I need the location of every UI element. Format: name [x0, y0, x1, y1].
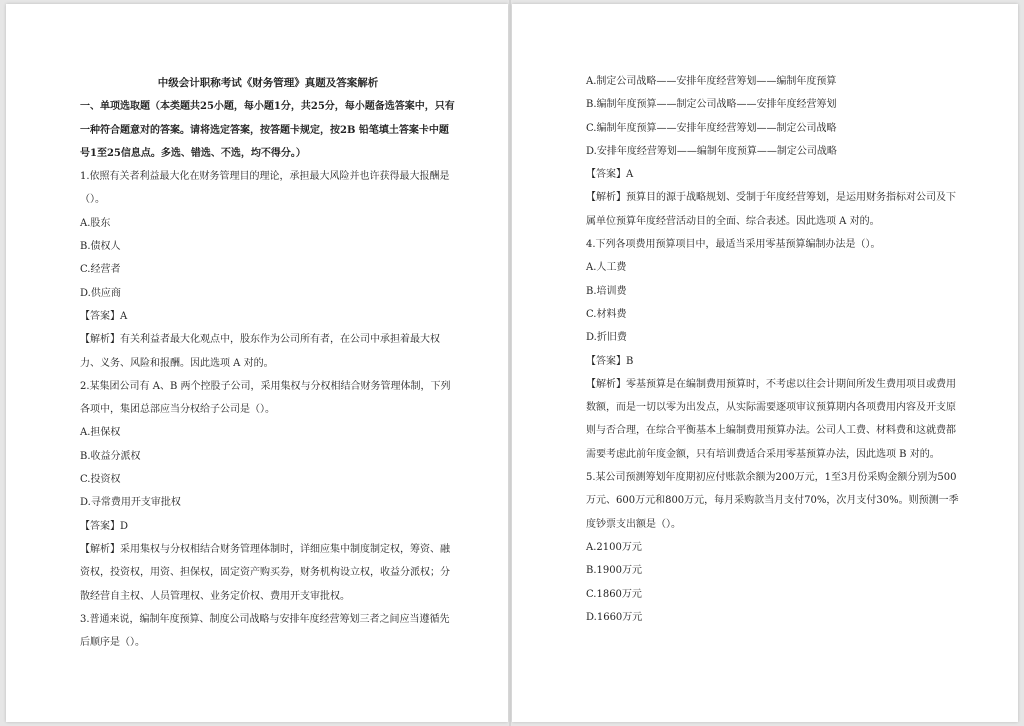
document-title: 中级会计职称考试《财务管理》真题及答案解析	[157, 77, 379, 89]
question-2-option-d: D.寻常费用开支审批权	[80, 497, 181, 509]
question-4-analysis: 【解析】零基预算是在编制费用预算时，不考虑以往会计期间所发生费用项目或费用数额，而是一切以零为出发点，从实际需要逐项审议预算期内各项费用内容及开支原则与否合理，在综合平衡基本上编制费用预算办法。公司人工费、材料费和这就费都需要考虑此前年度金额，只有培训费适合采用零基预算办法，因此选项 B 对的。	[586, 378, 956, 460]
right-page-content	[586, 70, 964, 629]
question-3-option-a: A.制定公司战略——安排年度经营筹划——编制年度预算	[586, 76, 837, 87]
question-1-analysis: 【解析】有关利益者最大化观点中，股东作为公司所有者，在公司中承担着最大权力、义务、风险和报酬。因此选项 A 对的。	[80, 334, 440, 369]
question-4-stem: 4.下列各项费用预算项目中，最适当采用零基预算编制办法是（）。	[586, 239, 881, 251]
question-4-option-c: C.材料费	[586, 308, 627, 320]
question-1-stem: 1.依照有关者利益最大化在财务管理目的理论，承担最大风险并也许获得最大报酬是（）。	[80, 171, 450, 206]
question-1-option-a: A.股东	[80, 217, 111, 229]
question-4-answer: 【答案】B	[586, 355, 634, 367]
question-2-answer: 【答案】D	[80, 520, 129, 532]
question-2-option-b: B.收益分派权	[80, 450, 141, 462]
question-3-analysis: 【解析】预算目的源于战略规划、受制于年度经营筹划，是运用财务指标对公司及下属单位预算年度经营活动目的全面、综合表述。因此选项 A 对的。	[586, 192, 956, 227]
question-3-option-c: C.编制年度预算——安排年度经营筹划——制定公司战略	[586, 122, 837, 134]
left-page-content	[80, 72, 456, 654]
question-3-option-b: B.编制年度预算——制定公司战略——安排年度经营筹划	[586, 99, 837, 111]
question-4-option-d: D.折旧费	[586, 332, 627, 344]
question-3-answer: 【答案】A	[586, 169, 634, 181]
question-1-option-c: C.经营者	[80, 264, 121, 276]
question-1-option-b: B.债权人	[80, 241, 121, 253]
question-2-analysis: 【解析】采用集权与分权相结合财务管理体制时，详细应集中制度制定权，筹资、融资权，投资权，用资、担保权，固定资产购买券，财务机构设立权，收益分派权；分散经营自主权、人员管理权、业务定价权、费用开支审批权。	[80, 543, 450, 602]
question-2-option-c: C.投资权	[80, 474, 121, 486]
question-5-option-d: D.1660万元	[586, 611, 643, 623]
left-page	[6, 4, 508, 722]
question-5-option-c: C.1860万元	[586, 588, 642, 600]
question-5-option-a: A.2100万元	[586, 541, 642, 553]
question-1-answer: 【答案】A	[80, 310, 128, 322]
question-4-option-b: B.培训费	[586, 285, 627, 297]
question-2-stem: 2.某集团公司有 A、B 两个控股子公司，采用集权与分权相结合财务管理体制，下列各项中，集团总部应当分权给子公司是（）。	[80, 380, 451, 416]
question-5-stem: 5.某公司预测筹划年度期初应付账款余额为200万元，1至3月份采购金额分别为500万元、600万元和800万元，每月采购款当月支付70%，次月支付30%。则预测一季度钞票支出额是（）。	[586, 472, 959, 530]
question-1-option-d: D.供应商	[80, 287, 121, 299]
question-3-stem: 3.普通来说，编制年度预算、制度公司战略与安排年度经营筹划三者之间应当遵循先后顺序是（）。	[80, 613, 450, 649]
question-2-option-a: A.担保权	[80, 427, 121, 439]
section-heading: 一、单项选取题（本类题共25小题，每小题1分，共25分，每小题备选答案中，只有一种符合题意对的答案。请将选定答案，按答题卡规定，按2B 铅笔填土答案卡中题号1至25信息点。多选、错选、不选，均不得分。）	[80, 101, 455, 159]
page-gutter	[509, 0, 511, 726]
question-4-option-a: A.人工费	[586, 262, 627, 274]
right-page	[512, 4, 1018, 722]
question-5-option-b: B.1900万元	[586, 565, 642, 577]
question-3-option-d: D.安排年度经营筹划——编制年度预算——制定公司战略	[586, 145, 837, 157]
